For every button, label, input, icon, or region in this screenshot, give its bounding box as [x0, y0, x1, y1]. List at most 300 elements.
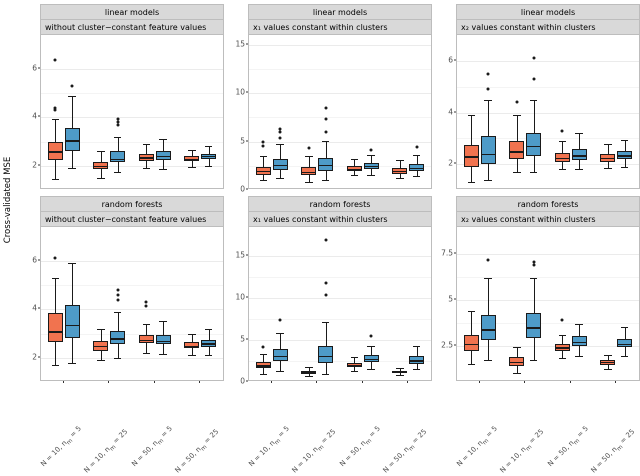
whisker-cap-lower [276, 178, 284, 179]
whisker-cap-upper [367, 346, 375, 347]
outlier-point [279, 130, 282, 133]
panel-strip-col: without cluster−constant feature values [40, 211, 224, 226]
whisker-cap-lower [604, 369, 612, 370]
y-tick-label: 7.5 [441, 248, 453, 258]
whisker-cap-upper [260, 156, 268, 157]
whisker-cap-lower [484, 180, 492, 181]
whisker-cap-lower [396, 375, 404, 376]
gridline-minor [41, 93, 223, 94]
y-axis [432, 34, 456, 189]
whisker-lower [101, 351, 102, 361]
whisker-lower [579, 160, 580, 169]
whisker-cap-upper [52, 278, 60, 279]
whisker-cap-lower [97, 360, 105, 361]
whisker-upper [72, 96, 73, 129]
gridline-minor [249, 361, 431, 362]
whisker-upper [55, 278, 56, 313]
x-tick-mark [316, 381, 317, 383]
whisker-upper [309, 156, 310, 167]
whisker-cap-lower [188, 355, 196, 356]
whisker-upper [534, 278, 535, 313]
whisker-cap-upper [68, 263, 76, 264]
whisker-upper [417, 346, 418, 356]
outlier-point [324, 293, 327, 296]
whisker-lower [118, 162, 119, 172]
outlier-point [116, 117, 119, 120]
median-line [318, 165, 333, 166]
whisker-cap-upper [513, 347, 521, 348]
whisker-cap-lower [513, 373, 521, 374]
gridline-minor [249, 277, 431, 278]
whisker-cap-lower [143, 168, 151, 169]
whisker-cap-lower [205, 166, 213, 167]
median-line [364, 166, 379, 167]
outlier-point [145, 301, 148, 304]
y-tick-label: 5 [240, 334, 245, 344]
outlier-point [145, 304, 148, 307]
median-line [464, 344, 479, 345]
y-tick-label: 6 [32, 255, 37, 265]
gridline [41, 358, 223, 359]
median-line [409, 168, 424, 169]
whisker-cap-upper [114, 137, 122, 138]
median-line [48, 151, 63, 152]
boxplot-box [509, 141, 524, 159]
x-tick-label: N = 50, $n_m = 5$ [130, 424, 174, 469]
whisker-cap-lower [559, 358, 567, 359]
gridline [457, 164, 639, 165]
outlier-point [487, 258, 490, 261]
y-axis [16, 34, 40, 189]
whisker-upper [534, 100, 535, 134]
outlier-point [324, 238, 327, 241]
boxplot-box [526, 133, 541, 156]
outlier-point [487, 72, 490, 75]
whisker-cap-upper [484, 278, 492, 279]
whisker-cap-upper [468, 115, 476, 116]
gridline [41, 166, 223, 167]
gridline [249, 340, 431, 341]
x-tick-mark [524, 381, 525, 383]
whisker-lower [55, 160, 56, 179]
panel-strip-col: without cluster−constant feature values [40, 19, 224, 34]
panel-strip-col: x₂ values constant within clusters [456, 211, 640, 226]
y-tick-label: 0 [240, 184, 245, 194]
whisker-cap-upper [621, 327, 629, 328]
whisker-upper [263, 156, 264, 167]
whisker-upper [625, 327, 626, 339]
y-tick-label: 0 [240, 376, 245, 386]
whisker-lower [534, 338, 535, 360]
x-tick-mark [362, 381, 363, 383]
whisker-cap-lower [305, 182, 313, 183]
whisker-cap-lower [513, 172, 521, 173]
plot-wrapper [224, 226, 432, 386]
outlier-point [532, 77, 535, 80]
whisker-cap-upper [413, 155, 421, 156]
panel-strip-col: x₁ values constant within clusters [248, 211, 432, 226]
whisker-cap-lower [68, 168, 76, 169]
outlier-point [279, 136, 282, 139]
whisker-upper [326, 141, 327, 158]
whisker-cap-lower [97, 178, 105, 179]
x-tick-mark [615, 381, 616, 383]
median-line [65, 140, 80, 141]
median-line [572, 155, 587, 156]
gridline-minor [249, 117, 431, 118]
y-axis [224, 226, 248, 386]
whisker-cap-upper [484, 100, 492, 101]
whisker-cap-upper [575, 324, 583, 325]
whisker-lower [209, 347, 210, 355]
whisker-upper [471, 115, 472, 145]
whisker-lower [280, 361, 281, 371]
outlier-point [116, 288, 119, 291]
whisker-upper [209, 329, 210, 340]
panel-r1-c2 [432, 196, 640, 475]
whisker-upper [55, 119, 56, 142]
whisker-cap-lower [159, 169, 167, 170]
outlier-point [262, 145, 265, 148]
whisker-lower [371, 362, 372, 369]
whisker-lower [517, 366, 518, 373]
whisker-upper [417, 155, 418, 164]
whisker-lower [326, 363, 327, 374]
median-line [464, 156, 479, 157]
boxplot-box [110, 151, 125, 162]
whisker-upper [192, 334, 193, 342]
whisker-cap-upper [143, 144, 151, 145]
median-line [139, 157, 154, 158]
whisker-upper [101, 329, 102, 341]
whisker-cap-upper [530, 100, 538, 101]
panel-strip-row: linear models [40, 4, 224, 19]
whisker-cap-upper [159, 321, 167, 322]
whisker-upper [608, 144, 609, 154]
outlier-point [532, 260, 535, 263]
whisker-upper [562, 141, 563, 153]
outlier-point [116, 298, 119, 301]
whisker-lower [309, 175, 310, 182]
whisker-upper [280, 333, 281, 349]
whisker-lower [562, 351, 563, 358]
whisker-cap-lower [367, 369, 375, 370]
panel-strip-row: random forests [40, 196, 224, 211]
y-tick-label: 15 [235, 250, 245, 260]
x-axis [247, 381, 430, 475]
whisker-upper [101, 151, 102, 162]
panel-strip-row: random forests [456, 196, 640, 211]
x-tick-label: N = 10, $n_m = 5$ [247, 424, 291, 469]
whisker-lower [55, 342, 56, 365]
whisker-cap-upper [205, 146, 213, 147]
median-line [526, 146, 541, 147]
y-tick-label: 10 [235, 87, 245, 97]
gridline [249, 45, 431, 46]
boxplot-box [481, 136, 496, 164]
boxplot-box [318, 346, 333, 363]
outlier-point [279, 319, 282, 322]
whisker-cap-lower [351, 371, 359, 372]
outlier-point [116, 293, 119, 296]
whisker-upper [517, 347, 518, 357]
median-line [409, 360, 424, 361]
whisker-lower [280, 170, 281, 179]
gridline [41, 261, 223, 262]
x-tick-label: N = 10, $n_m = 5$ [455, 424, 499, 469]
whisker-cap-upper [205, 329, 213, 330]
plot-area [248, 34, 432, 189]
median-line [481, 154, 496, 155]
median-line [509, 151, 524, 152]
gridline [457, 113, 639, 114]
plot-wrapper [224, 34, 432, 194]
whisker-cap-lower [114, 358, 122, 359]
y-tick-label: 4 [32, 111, 37, 121]
gridline [457, 300, 639, 301]
outlier-point [561, 129, 564, 132]
whisker-lower [192, 348, 193, 355]
outlier-point [262, 345, 265, 348]
gridline [249, 256, 431, 257]
median-line [572, 342, 587, 343]
outlier-point [370, 334, 373, 337]
whisker-upper [488, 100, 489, 136]
whisker-cap-lower [276, 371, 284, 372]
panel-r1-c0 [16, 196, 224, 475]
whisker-cap-lower [530, 172, 538, 173]
whisker-cap-upper [604, 355, 612, 356]
median-line [347, 169, 362, 170]
gridline [457, 254, 639, 255]
whisker-cap-upper [260, 354, 268, 355]
whisker-cap-lower [530, 360, 538, 361]
x-tick-label: N = 10, $n_m = 25$ [290, 427, 338, 475]
whisker-upper [488, 278, 489, 314]
panel-strip-col: x₂ values constant within clusters [456, 19, 640, 34]
whisker-lower [471, 351, 472, 364]
x-tick-label: N = 50, $n_m = 25$ [589, 427, 637, 475]
median-line [301, 172, 316, 173]
whisker-cap-upper [97, 329, 105, 330]
median-line [110, 159, 125, 160]
whisker-cap-upper [396, 160, 404, 161]
whisker-cap-upper [143, 324, 151, 325]
whisker-lower [488, 164, 489, 180]
boxplot-box [48, 313, 63, 342]
boxplot-box [481, 315, 496, 341]
whisker-cap-upper [188, 150, 196, 151]
whisker-cap-upper [575, 133, 583, 134]
median-line [600, 362, 615, 363]
whisker-cap-upper [97, 151, 105, 152]
whisker-cap-upper [413, 346, 421, 347]
whisker-cap-upper [513, 115, 521, 116]
whisker-lower [163, 344, 164, 354]
outlier-point [324, 282, 327, 285]
whisker-upper [354, 159, 355, 166]
whisker-lower [488, 340, 489, 360]
gridline [249, 93, 431, 94]
whisker-lower [534, 156, 535, 172]
outlier-point [116, 123, 119, 126]
whisker-cap-lower [396, 178, 404, 179]
median-line [201, 343, 216, 344]
whisker-cap-lower [52, 365, 60, 366]
x-tick-mark [271, 381, 272, 383]
whisker-upper [146, 324, 147, 335]
median-line [509, 362, 524, 363]
whisker-upper [263, 354, 264, 362]
whisker-cap-lower [260, 180, 268, 181]
y-tick-label: 2 [32, 352, 37, 362]
whisker-lower [101, 169, 102, 177]
x-tick-label: N = 50, $n_m = 25$ [173, 427, 221, 475]
whisker-upper [163, 139, 164, 151]
outlier-point [370, 149, 373, 152]
boxplot-box [65, 305, 80, 339]
plot-area [40, 34, 224, 189]
whisker-upper [562, 335, 563, 344]
whisker-upper [72, 263, 73, 304]
y-tick-label: 2 [448, 158, 453, 168]
whisker-cap-lower [322, 180, 330, 181]
whisker-cap-upper [52, 119, 60, 120]
y-axis-label-text: Cross-validated MSE [3, 156, 13, 244]
x-tick-mark [479, 381, 480, 383]
whisker-cap-lower [604, 168, 612, 169]
whisker-cap-upper [367, 155, 375, 156]
median-line [256, 365, 271, 366]
plot-wrapper [16, 226, 224, 381]
panel-r0-c2 [432, 4, 640, 189]
outlier-point [71, 84, 74, 87]
gridline-minor [457, 87, 639, 88]
x-tick-mark [199, 381, 200, 383]
whisker-cap-upper [276, 144, 284, 145]
whisker-upper [146, 144, 147, 154]
whisker-cap-lower [484, 360, 492, 361]
whisker-cap-upper [322, 141, 330, 142]
y-tick-label: 2.5 [441, 340, 453, 350]
plot-wrapper [16, 34, 224, 189]
whisker-cap-lower [367, 175, 375, 176]
whisker-upper [400, 160, 401, 168]
gridline-minor [249, 69, 431, 70]
median-line [392, 171, 407, 172]
gridline [457, 61, 639, 62]
outlier-point [487, 88, 490, 91]
plot-area [456, 226, 640, 381]
plot-area [248, 226, 432, 381]
whisker-cap-lower [205, 355, 213, 356]
median-line [156, 156, 171, 157]
whisker-lower [72, 151, 73, 168]
plot-wrapper [432, 226, 640, 381]
whisker-cap-lower [559, 169, 567, 170]
whisker-cap-upper [276, 333, 284, 334]
whisker-cap-lower [305, 376, 313, 377]
whisker-cap-upper [188, 334, 196, 335]
median-line [273, 356, 288, 357]
whisker-cap-lower [114, 172, 122, 173]
gridline [41, 117, 223, 118]
boxplot-box [156, 335, 171, 345]
whisker-lower [471, 167, 472, 183]
whisker-cap-upper [305, 156, 313, 157]
whisker-cap-upper [530, 278, 538, 279]
whisker-upper [371, 346, 372, 355]
y-axis-label [0, 0, 16, 400]
whisker-upper [209, 146, 210, 153]
whisker-lower [118, 344, 119, 357]
whisker-cap-upper [322, 322, 330, 323]
median-line [93, 346, 108, 347]
y-tick-label: 5 [240, 136, 245, 146]
median-line [201, 156, 216, 157]
median-line [139, 340, 154, 341]
median-line [48, 331, 63, 332]
whisker-cap-upper [351, 159, 359, 160]
panel-strip-row: linear models [248, 4, 432, 19]
median-line [555, 158, 570, 159]
whisker-cap-lower [260, 374, 268, 375]
y-tick-label: 2 [32, 160, 37, 170]
y-axis [224, 34, 248, 194]
outlier-point [262, 140, 265, 143]
y-axis [16, 226, 40, 381]
panel-strip-row: linear models [456, 4, 640, 19]
whisker-cap-lower [68, 363, 76, 364]
whisker-cap-upper [621, 140, 629, 141]
median-line [93, 166, 108, 167]
y-tick-label: 6 [32, 63, 37, 73]
whisker-cap-lower [575, 356, 583, 357]
whisker-upper [280, 144, 281, 159]
y-tick-label: 4 [32, 303, 37, 313]
whisker-lower [326, 171, 327, 181]
x-tick-mark [570, 381, 571, 383]
whisker-cap-lower [322, 374, 330, 375]
outlier-point [532, 57, 535, 60]
whisker-upper [517, 115, 518, 141]
whisker-cap-upper [559, 141, 567, 142]
plot-area [456, 34, 640, 189]
y-tick-label: 4 [448, 107, 453, 116]
whisker-cap-lower [52, 179, 60, 180]
whisker-lower [72, 338, 73, 362]
gridline [249, 298, 431, 299]
gridline [249, 142, 431, 143]
panel-r1-c1 [224, 196, 432, 475]
whisker-cap-lower [413, 176, 421, 177]
whisker-lower [163, 160, 164, 170]
median-line [481, 329, 496, 330]
median-line [392, 372, 407, 373]
panel-r0-c0 [16, 4, 224, 189]
median-line [347, 365, 362, 366]
whisker-lower [146, 343, 147, 353]
whisker-upper [371, 155, 372, 163]
whisker-upper [579, 324, 580, 337]
outlier-point [324, 118, 327, 121]
panel-strip-col: x₁ values constant within clusters [248, 19, 432, 34]
x-tick-mark [154, 381, 155, 383]
outlier-point [324, 106, 327, 109]
panel-strip-row: random forests [248, 196, 432, 211]
whisker-upper [163, 321, 164, 334]
median-line [526, 327, 541, 328]
